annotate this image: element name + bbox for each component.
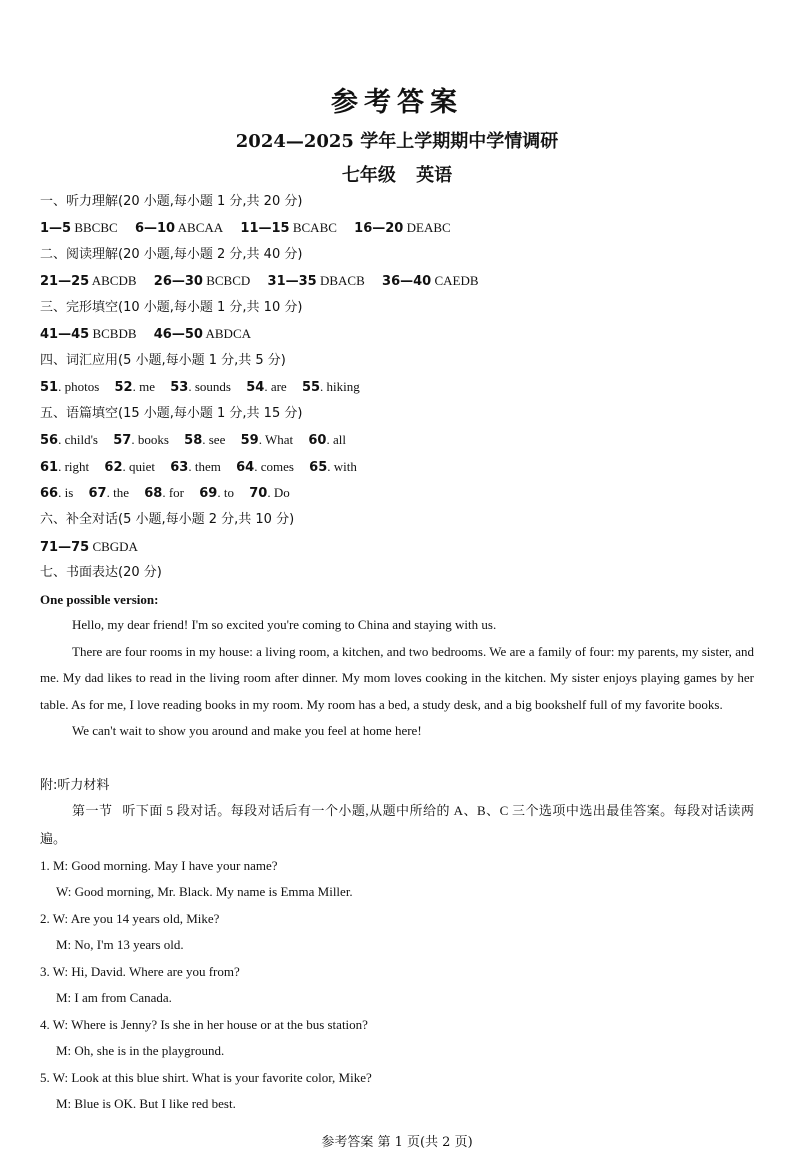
answer-range: 36—40 bbox=[382, 274, 432, 289]
essay-paragraph: We can't wait to show you around and make you feel at home here! bbox=[72, 723, 422, 738]
vocab-answer: 52. me bbox=[114, 379, 155, 395]
section-6-heading: 六、补全对话(5 小题,每小题 2 分,共 10 分) bbox=[40, 512, 295, 527]
section-5-answers-row bbox=[40, 459, 369, 476]
dialogue-line: 3. W: Hi, David. Where are you from? bbox=[40, 964, 240, 979]
cloze-answer: 59. What bbox=[240, 432, 294, 448]
section-3-answers bbox=[40, 326, 265, 343]
answer-range: 71—75 bbox=[40, 540, 90, 555]
essay-paragraph: Hello, my dear friend! I'm so excited you're coming to China and staying with us. bbox=[72, 617, 497, 632]
answer-letters: ABCAA bbox=[177, 220, 224, 235]
section-6-answers bbox=[40, 539, 152, 556]
section-3-heading: 三、完形填空(10 小题,每小题 1 分,共 10 分) bbox=[40, 300, 303, 315]
vocab-answer: 54. are bbox=[246, 379, 287, 395]
vocab-answer: 51. photos bbox=[40, 379, 100, 395]
exam-subtitle: 2024—2025 学年上学期期中学情调研 bbox=[235, 131, 559, 152]
page-footer: 参考答案 第 1 页(共 2 页) bbox=[321, 1135, 473, 1150]
dialogue-line: M: No, I'm 13 years old. bbox=[56, 937, 184, 952]
answer-range: 21—25 bbox=[40, 274, 90, 289]
cloze-answer: 63. them bbox=[170, 459, 221, 475]
section-2-heading: 二、阅读理解(20 小题,每小题 2 分,共 40 分) bbox=[40, 247, 303, 262]
cloze-answer: 56. child's bbox=[40, 432, 98, 448]
instructions-text: 听下面 5 段对话。每段对话后有一个小题,从题中所给的 A、B、C 三个选项中选出最佳答案。每段对话读两遍。 bbox=[40, 803, 754, 846]
cloze-answer: 68. for bbox=[144, 485, 185, 501]
cloze-answer: 69. to bbox=[199, 485, 234, 501]
answer-letters: BCABC bbox=[292, 220, 337, 235]
version-label: One possible version: bbox=[40, 592, 159, 607]
answer-letters: ABCDB bbox=[91, 273, 137, 288]
cloze-answer: 66. is bbox=[40, 485, 74, 501]
cloze-answer: 67. the bbox=[88, 485, 129, 501]
section-1-heading: 一、听力理解(20 小题,每小题 1 分,共 20 分) bbox=[40, 194, 303, 209]
section-5-heading: 五、语篇填空(15 小题,每小题 1 分,共 15 分) bbox=[40, 406, 303, 421]
cloze-answer: 65. with bbox=[309, 459, 357, 475]
answer-range: 41—45 bbox=[40, 327, 90, 342]
section-1-answers bbox=[40, 220, 465, 237]
answer-range: 16—20 bbox=[354, 221, 404, 236]
section-2-answers bbox=[40, 273, 493, 290]
section-5-answers-row bbox=[40, 485, 302, 502]
section-5-answers-row bbox=[40, 432, 358, 449]
answer-letters: DEABC bbox=[406, 220, 451, 235]
dialogue-line: 1. M: Good morning. May I have your name? bbox=[40, 858, 278, 873]
answer-letters: ABDCA bbox=[205, 326, 252, 341]
vocab-answer: 53. sounds bbox=[170, 379, 231, 395]
cloze-answer: 58. see bbox=[184, 432, 226, 448]
answer-range: 46—50 bbox=[153, 327, 203, 342]
page-title: 参考答案 bbox=[331, 87, 463, 118]
dialogue-line: M: Oh, she is in the playground. bbox=[56, 1043, 225, 1058]
answer-range: 31—35 bbox=[267, 274, 317, 289]
dialogue-line: 2. W: Are you 14 years old, Mike? bbox=[40, 911, 220, 926]
answer-letters: BCBCD bbox=[206, 273, 251, 288]
answer-letters: DBACB bbox=[319, 273, 365, 288]
cloze-answer: 64. comes bbox=[236, 459, 294, 475]
cloze-answer: 62. quiet bbox=[104, 459, 155, 475]
answer-letters: CBGDA bbox=[92, 539, 138, 554]
grade-subject: 七年级 英语 bbox=[341, 165, 453, 186]
section-label: 第一节 bbox=[72, 804, 113, 819]
answer-range: 26—30 bbox=[153, 274, 203, 289]
answer-range: 1—5 bbox=[40, 221, 72, 236]
cloze-answer: 60. all bbox=[308, 432, 346, 448]
answer-letters: BBCBC bbox=[74, 220, 118, 235]
cloze-answer: 70. Do bbox=[249, 485, 290, 501]
answer-letters: BCBDB bbox=[92, 326, 137, 341]
answer-range: 6—10 bbox=[134, 221, 176, 236]
dialogue-line: M: I am from Canada. bbox=[56, 990, 172, 1005]
cloze-answer: 57. books bbox=[113, 432, 169, 448]
dialogue-line: 5. W: Look at this blue shirt. What is your favorite color, Mike? bbox=[40, 1070, 372, 1085]
answer-range: 11—15 bbox=[240, 221, 290, 236]
section-4-answers bbox=[40, 379, 372, 396]
section-7-heading: 七、书面表达(20 分) bbox=[40, 565, 162, 580]
vocab-answer: 55. hiking bbox=[301, 379, 360, 395]
listening-instructions bbox=[40, 798, 754, 852]
cloze-answer: 61. right bbox=[40, 459, 90, 475]
appendix-heading: 附:听力材料 bbox=[40, 778, 110, 793]
essay-paragraph: There are four rooms in my house: a living room, a kitchen, and two bedrooms. We are a family of four: my parents, my sister, and me. My dad likes to read in the living room after dinner. My mom loves cooking in the kitchen. My sister enjoys playing games by her table. As for me, I love reading books in my room. My room has a bed, a study desk, and a big bookshelf full of my favorite books. bbox=[40, 643, 754, 712]
answer-letters: CAEDB bbox=[434, 273, 479, 288]
section-4-heading: 四、词汇应用(5 小题,每小题 1 分,共 5 分) bbox=[40, 353, 286, 368]
dialogue-line: 4. W: Where is Jenny? Is she in her house or at the bus station? bbox=[40, 1017, 368, 1032]
dialogue-line: W: Good morning, Mr. Black. My name is Emma Miller. bbox=[56, 884, 353, 899]
dialogue-line: M: Blue is OK. But I like red best. bbox=[56, 1096, 236, 1111]
essay-text bbox=[40, 612, 754, 745]
